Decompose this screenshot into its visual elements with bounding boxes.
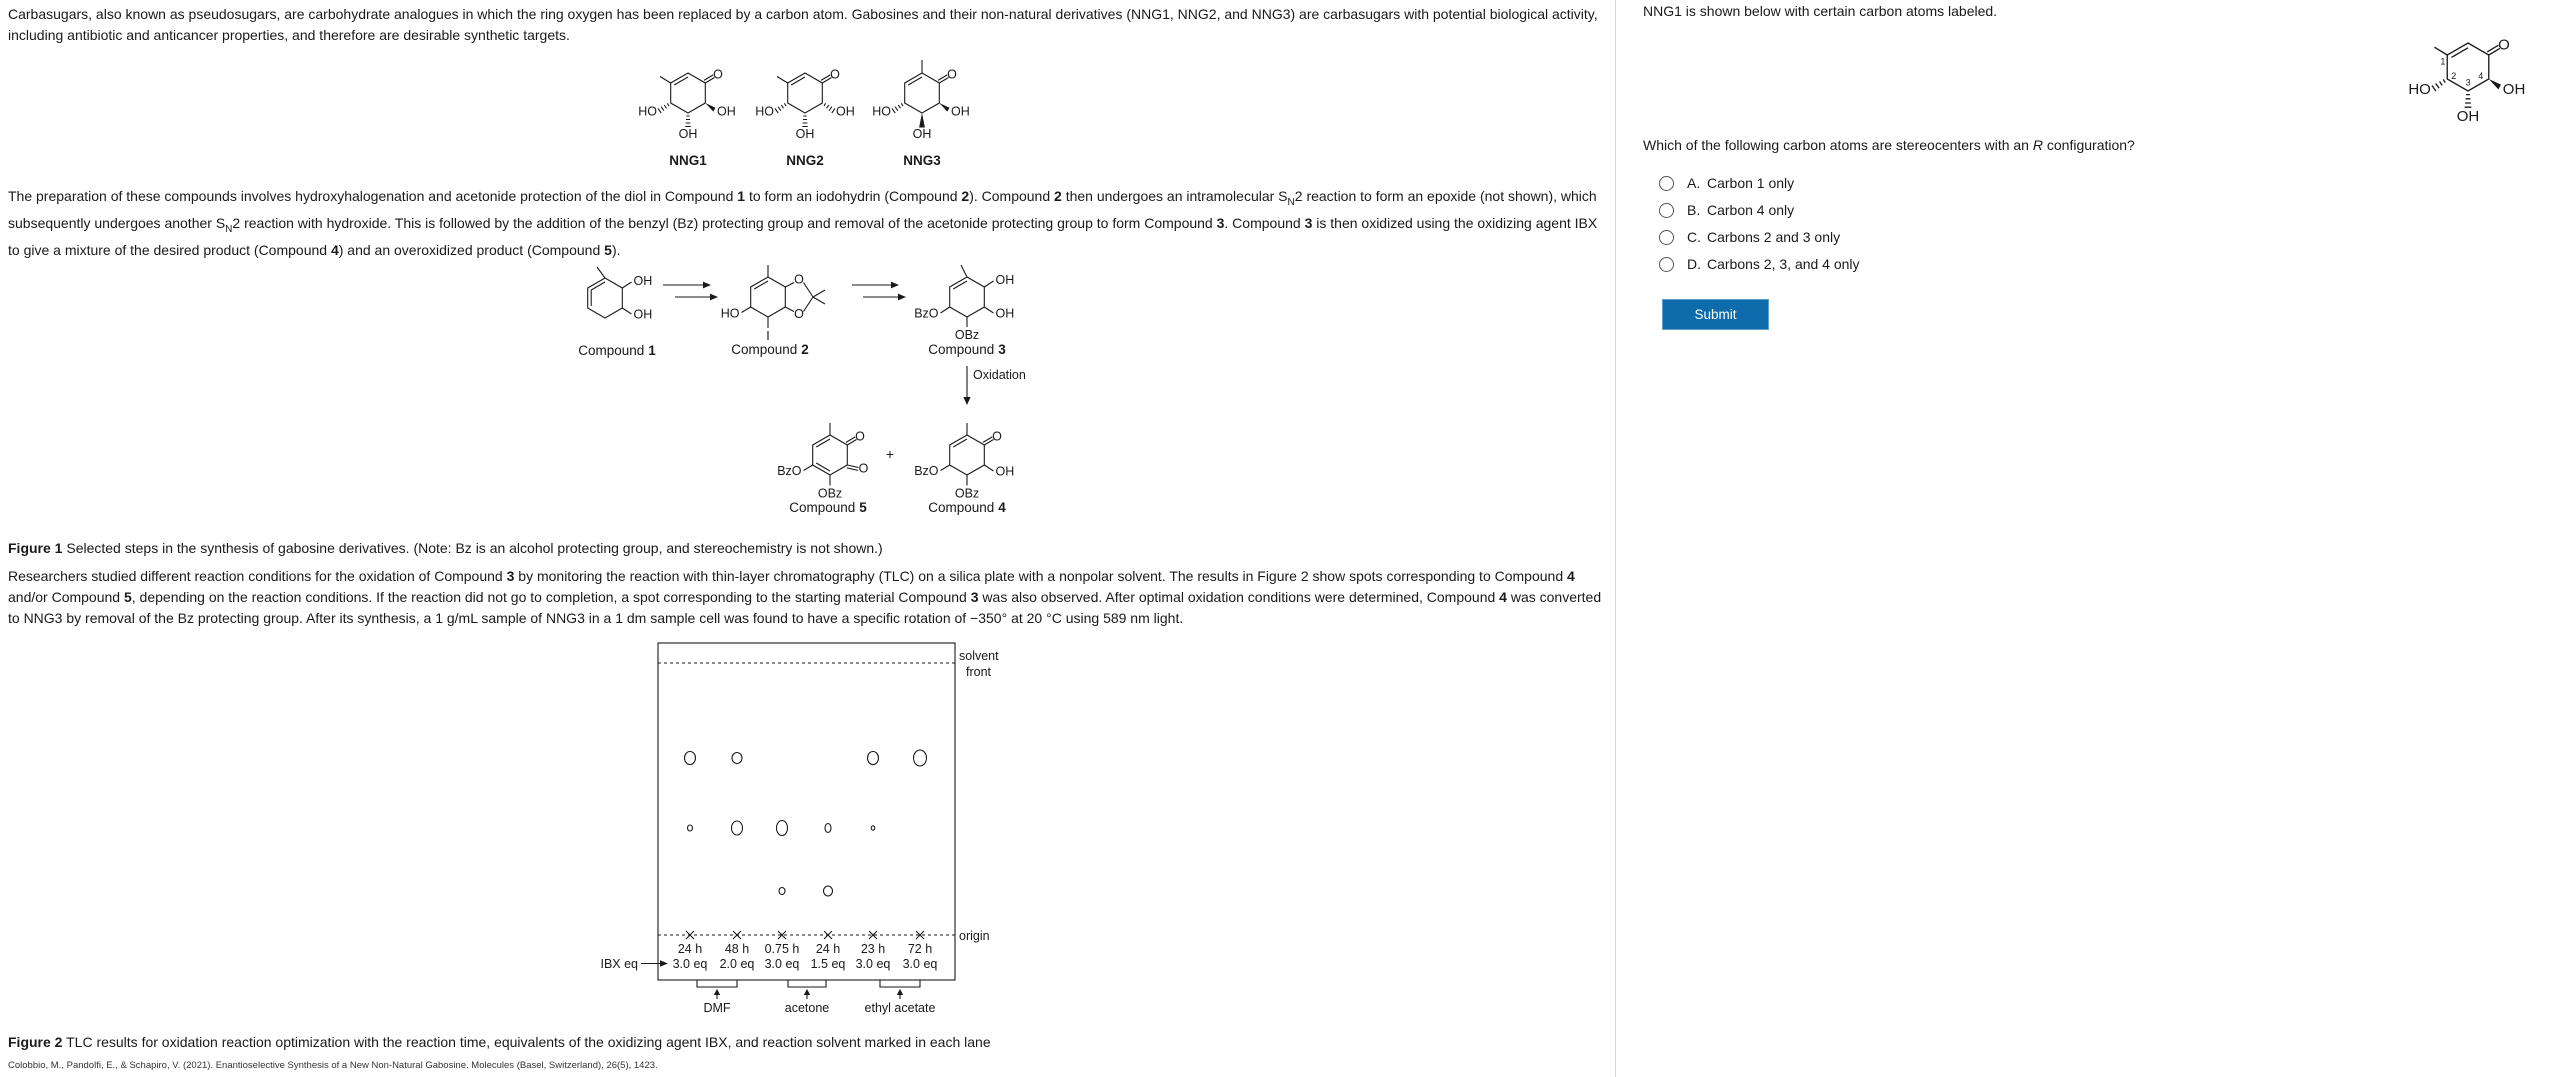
oxidation-arrow <box>963 366 1025 405</box>
oh-label: OH <box>678 127 698 141</box>
ketone-o-label: O <box>855 429 865 444</box>
lane-3-eq: 3.0 eq <box>764 957 800 971</box>
acetonide-o-label: O <box>794 272 804 287</box>
obz-label: OBz <box>817 486 843 501</box>
lane-1-eq: 3.0 eq <box>672 957 708 971</box>
compound-1-structure <box>578 267 656 358</box>
figure2-caption: Figure 2 TLC results for oxidation reaction optimization with the reaction time, equivalents of the oxidizing agent IBX, and reaction solvent marked in each lane <box>8 1034 991 1050</box>
radio-option-d[interactable] <box>1659 257 1674 272</box>
passage-paragraph-3: Researchers studied different reaction conditions for the oxidation of Compound 3 by monitoring the reaction with thin-layer chromatography (TLC) on a silica plate with a nonpolar solvent. The results in Figure 2 show spots corresponding to Compound 4 and/or Compound 5, depending on the reaction conditions. If the reaction did not go to completion, a spot corresponding to the starting material Compound 3 was also observed. After optimal oxidation conditions were determined, Compound 4 was converted to NNG3 by removal of the Bz protecting group. After its synthesis, a 1 g/mL sample of NNG3 in a 1 dm sample cell was found to have a specific rotation of −350° at 20 °C using 589 nm light. <box>8 568 1602 626</box>
reaction-arrows-1 <box>663 282 718 301</box>
radio-option-c[interactable] <box>1659 230 1674 245</box>
bzo-label: BzO <box>914 464 939 478</box>
compound-4-structure <box>914 423 1014 515</box>
solvent-label-acetone: acetone <box>784 1001 830 1015</box>
nng1-label: NNG1 <box>669 153 707 168</box>
carbonyl-o-label: O <box>830 67 840 82</box>
lane-3-time: 0.75 h <box>764 942 800 956</box>
plus-sign: + <box>885 446 895 462</box>
oh-label: OH <box>951 104 970 119</box>
bzo-label: BzO <box>777 464 802 478</box>
solvent-front-label: front <box>966 665 992 679</box>
figure1-caption: Figure 1 Selected steps in the synthesis of gabosine derivatives. (Note: Bz is an alcohol protecting group, and stereochemistry is not shown.) <box>8 540 883 556</box>
tlc-plate <box>658 643 955 980</box>
ho-label: HO <box>872 104 891 119</box>
ketone-o-label: O <box>992 429 1002 444</box>
carbon-2-number: 2 <box>2451 71 2457 81</box>
option-b[interactable] <box>1659 199 1794 221</box>
option-a[interactable] <box>1659 172 1794 194</box>
lane-6-eq: 3.0 eq <box>902 957 938 971</box>
bzo-label: BzO <box>914 306 939 321</box>
option-d-text: Carbons 2, 3, and 4 only <box>1707 256 1860 272</box>
radio-option-a[interactable] <box>1659 176 1674 191</box>
panel-divider <box>1615 0 1616 1077</box>
carbonyl-o-label: O <box>2498 36 2510 54</box>
oh-label: OH <box>2502 81 2526 98</box>
oh-label: OH <box>836 104 855 119</box>
lane-4-eq: 1.5 eq <box>810 957 846 971</box>
compound-4-label: Compound 4 <box>928 500 1006 515</box>
oh-label: OH <box>717 104 736 119</box>
lane-5-eq: 3.0 eq <box>855 957 891 971</box>
radio-option-b[interactable] <box>1659 203 1674 218</box>
tlc-spots <box>685 750 927 896</box>
solvent-group-brackets <box>697 980 935 1015</box>
figure2-tlc-plot <box>560 640 1060 1030</box>
nng3-structure <box>872 60 970 168</box>
obz-label: OBz <box>954 328 980 342</box>
carbonyl-o-label: O <box>713 67 723 82</box>
compound-2-structure <box>721 265 825 357</box>
carbon-4-number: 4 <box>2478 71 2484 81</box>
lane-2-time: 48 h <box>724 942 750 956</box>
option-a-text: Carbon 1 only <box>1707 175 1795 191</box>
carbonyl-o-label: O <box>947 67 957 82</box>
oh-label: OH <box>912 127 932 141</box>
oh-label: OH <box>633 274 653 288</box>
citation: Colobbio, M., Pandolfi, E., & Schapiro, V. (2021). Enantioselective Synthesis of a New Non-Natural Gabosine. Molecules (Basel, Switzerland), 26(5), 1423. <box>8 1060 658 1071</box>
passage-paragraph-2: The preparation of these compounds involves hydroxyhalogenation and acetonide protection of the diol in Compound 1 to form an iodohydrin (Compound 2). Compound 2 then undergoes an intramolecular $S_N2$ reaction to form an epoxide (not shown), which subsequently undergoes another $S_N2$ reaction with hydroxide. This is followed by the addition of the benzyl (Bz) protecting group and removal of the acetonide protecting group to form Compound 3. Compound 3 is then oxidized using the oxidizing agent IBX to give a mixture of the desired product (Compound 4) and an overoxidized product (Compound 5). <box>8 188 1598 258</box>
nng3-label: NNG3 <box>903 153 941 168</box>
ho-label: HO <box>755 104 774 119</box>
solvent-label-dmf: DMF <box>703 1001 731 1015</box>
carbon-1-number: 1 <box>2440 56 2446 67</box>
lane-4-time: 24 h <box>815 942 841 956</box>
obz-label: OBz <box>954 486 980 501</box>
question-intro: NNG1 is shown below with certain carbon atoms labeled. <box>1643 3 1998 19</box>
lane-2-eq: 2.0 eq <box>719 957 755 971</box>
compound-2-label: Compound 2 <box>731 342 809 357</box>
passage-paragraph-1: Carbasugars, also known as pseudosugars, are carbohydrate analogues in which the ring oxygen has been replaced by a carbon atom. Gabosines and their non-natural derivatives (NNG1, NNG2, and NNG3) are carbasugars with potential biological activity, including antibiotic and anticancer properties, and therefore are desirable synthetic targets. <box>8 6 1598 43</box>
iodine-label: I <box>766 329 770 343</box>
oh-label: OH <box>995 273 1015 287</box>
oh-label: OH <box>995 306 1015 321</box>
oxidation-label: Oxidation <box>973 368 1026 382</box>
nng1-structure <box>638 68 736 169</box>
compound-3-structure <box>914 265 1014 357</box>
option-d-letter: D. <box>1687 256 1701 272</box>
compound-3-label: Compound 3 <box>928 342 1006 357</box>
solvent-label-ethyl-acetate: ethyl acetate <box>864 1001 936 1015</box>
ibx-eq-label: IBX eq <box>600 957 638 971</box>
ho-label: HO <box>638 104 657 119</box>
oh-label: OH <box>2456 108 2480 126</box>
ho-label: HO <box>2408 81 2431 98</box>
oh-label: OH <box>795 127 815 141</box>
nng2-label: NNG2 <box>786 153 824 168</box>
option-d[interactable] <box>1659 253 1860 275</box>
compound-5-label: Compound 5 <box>789 500 867 515</box>
compound-1-label: Compound 1 <box>578 343 656 358</box>
nng-structures-figure <box>598 53 1018 178</box>
reaction-arrows-2 <box>852 282 906 301</box>
ketone-o-label: O <box>858 461 869 476</box>
carbon-3-number: 3 <box>2465 77 2471 88</box>
option-a-letter: A. <box>1687 175 1701 191</box>
lane-1-time: 24 h <box>677 942 703 956</box>
option-b-text: Carbon 4 only <box>1707 202 1795 218</box>
option-c-text: Carbons 2 and 3 only <box>1707 229 1841 245</box>
acetonide-o-label: O <box>794 307 804 321</box>
origin-label: origin <box>959 929 990 943</box>
option-c[interactable] <box>1659 226 1840 248</box>
figure1-reaction-scheme <box>560 248 1060 538</box>
nng2-structure <box>755 68 855 169</box>
compound-5-structure <box>777 423 868 515</box>
solvent-front-label: solvent <box>959 649 999 663</box>
oh-label: OH <box>633 307 653 322</box>
question-stem: Which of the following carbon atoms are stereocenters with an R configuration? <box>1643 137 2135 153</box>
labeled-nng1-structure <box>2395 5 2563 135</box>
option-b-letter: B. <box>1687 202 1701 218</box>
lane-6-time: 72 h <box>907 942 933 956</box>
option-c-letter: C. <box>1687 229 1701 245</box>
oh-label: OH <box>995 464 1015 479</box>
submit-button[interactable]: Submit <box>1662 299 1769 330</box>
lane-5-time: 23 h <box>860 942 886 956</box>
ho-label: HO <box>720 306 740 321</box>
